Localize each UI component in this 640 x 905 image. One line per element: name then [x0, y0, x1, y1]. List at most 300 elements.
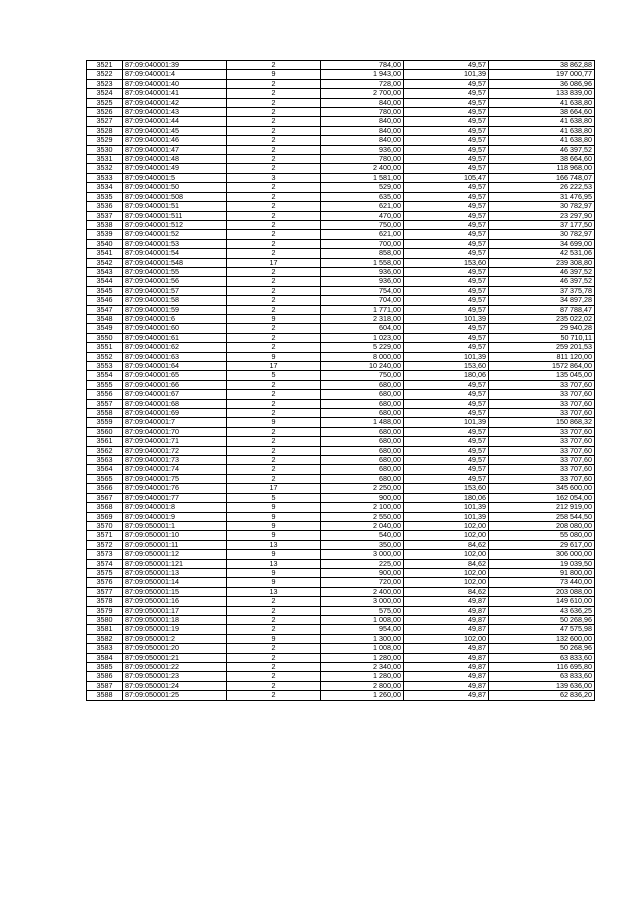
- area-value-cell: 1 008,00: [321, 615, 404, 624]
- table-row: [87, 362, 595, 371]
- cadastral-number-cell: 87:09:050001:24: [123, 681, 227, 690]
- cadastral-number-cell: 87:09:040001:58: [123, 296, 227, 305]
- cadastral-number-cell: 87:09:040001:47: [123, 145, 227, 154]
- row-number-cell: 3523: [87, 79, 123, 88]
- row-number-cell: 3554: [87, 371, 123, 380]
- total-value-cell: 50 710,11: [489, 333, 595, 342]
- cadastral-number-cell: 87:09:040001:64: [123, 362, 227, 371]
- total-value-cell: 41 638,80: [489, 98, 595, 107]
- table-row: [87, 61, 595, 70]
- total-value-cell: 46 397,52: [489, 145, 595, 154]
- cadastral-number-cell: 87:09:050001:11: [123, 540, 227, 549]
- group-code-cell: 2: [227, 277, 321, 286]
- group-code-cell: 13: [227, 540, 321, 549]
- group-code-cell: 2: [227, 267, 321, 276]
- group-code-cell: 2: [227, 155, 321, 164]
- group-code-cell: 2: [227, 183, 321, 192]
- area-value-cell: 780,00: [321, 108, 404, 117]
- total-value-cell: 811 120,00: [489, 352, 595, 361]
- cadastral-number-cell: 87:09:050001:20: [123, 644, 227, 653]
- cadastral-number-cell: 87:09:040001:70: [123, 427, 227, 436]
- cadastral-number-cell: 87:09:040001:512: [123, 220, 227, 229]
- total-value-cell: 29 940,28: [489, 324, 595, 333]
- group-code-cell: 13: [227, 587, 321, 596]
- group-code-cell: 2: [227, 211, 321, 220]
- row-number-cell: 3564: [87, 465, 123, 474]
- table-row: [87, 108, 595, 117]
- area-value-cell: 2 400,00: [321, 164, 404, 173]
- unit-rate-cell: 102,00: [404, 634, 489, 643]
- table-row: [87, 314, 595, 323]
- unit-rate-cell: 49,57: [404, 446, 489, 455]
- cadastral-number-cell: 87:09:040001:77: [123, 493, 227, 502]
- table-row: [87, 540, 595, 549]
- unit-rate-cell: 49,57: [404, 230, 489, 239]
- group-code-cell: 2: [227, 192, 321, 201]
- group-code-cell: 2: [227, 202, 321, 211]
- total-value-cell: 50 268,96: [489, 615, 595, 624]
- row-number-cell: 3587: [87, 681, 123, 690]
- cadastral-number-cell: 87:09:040001:74: [123, 465, 227, 474]
- group-code-cell: 9: [227, 314, 321, 323]
- table-row: [87, 663, 595, 672]
- area-value-cell: 680,00: [321, 446, 404, 455]
- cadastral-number-cell: 87:09:040001:511: [123, 211, 227, 220]
- cadastral-number-cell: 87:09:040001:57: [123, 286, 227, 295]
- group-code-cell: 2: [227, 409, 321, 418]
- unit-rate-cell: 153,60: [404, 484, 489, 493]
- cadastral-number-cell: 87:09:040001:8: [123, 503, 227, 512]
- total-value-cell: 345 600,00: [489, 484, 595, 493]
- cadastral-number-cell: 87:09:050001:23: [123, 672, 227, 681]
- total-value-cell: 30 782,97: [489, 230, 595, 239]
- total-value-cell: 235 022,02: [489, 314, 595, 323]
- group-code-cell: 2: [227, 164, 321, 173]
- row-number-cell: 3555: [87, 380, 123, 389]
- cadastral-number-cell: 87:09:050001:12: [123, 550, 227, 559]
- group-code-cell: 3: [227, 173, 321, 182]
- row-number-cell: 3545: [87, 286, 123, 295]
- unit-rate-cell: 49,57: [404, 286, 489, 295]
- unit-rate-cell: 49,57: [404, 126, 489, 135]
- table-row: [87, 333, 595, 342]
- area-value-cell: 2 250,00: [321, 484, 404, 493]
- table-row: [87, 267, 595, 276]
- group-code-cell: 2: [227, 249, 321, 258]
- area-value-cell: 680,00: [321, 427, 404, 436]
- cadastral-number-cell: 87:09:050001:10: [123, 531, 227, 540]
- area-value-cell: 1 943,00: [321, 70, 404, 79]
- unit-rate-cell: 49,87: [404, 663, 489, 672]
- area-value-cell: 1 023,00: [321, 333, 404, 342]
- area-value-cell: 680,00: [321, 437, 404, 446]
- area-value-cell: 680,00: [321, 456, 404, 465]
- unit-rate-cell: 49,87: [404, 672, 489, 681]
- row-number-cell: 3558: [87, 409, 123, 418]
- group-code-cell: 2: [227, 672, 321, 681]
- cadastral-number-cell: 87:09:040001:55: [123, 267, 227, 276]
- group-code-cell: 2: [227, 399, 321, 408]
- table-row: [87, 606, 595, 615]
- cadastral-number-cell: 87:09:050001:15: [123, 587, 227, 596]
- row-number-cell: 3580: [87, 615, 123, 624]
- total-value-cell: 33 707,60: [489, 437, 595, 446]
- area-value-cell: 1 280,00: [321, 653, 404, 662]
- table-row: [87, 437, 595, 446]
- table-row: [87, 390, 595, 399]
- cadastral-number-cell: 87:09:040001:69: [123, 409, 227, 418]
- area-value-cell: 529,00: [321, 183, 404, 192]
- table-row: [87, 634, 595, 643]
- group-code-cell: 2: [227, 61, 321, 70]
- cadastral-number-cell: 87:09:050001:18: [123, 615, 227, 624]
- area-value-cell: 784,00: [321, 61, 404, 70]
- total-value-cell: 306 000,00: [489, 550, 595, 559]
- total-value-cell: 36 086,96: [489, 79, 595, 88]
- cadastral-number-cell: 87:09:040001:548: [123, 258, 227, 267]
- table-row: [87, 277, 595, 286]
- table-row: [87, 380, 595, 389]
- table-row: [87, 249, 595, 258]
- row-number-cell: 3543: [87, 267, 123, 276]
- group-code-cell: 2: [227, 333, 321, 342]
- area-value-cell: 1 280,00: [321, 672, 404, 681]
- row-number-cell: 3562: [87, 446, 123, 455]
- group-code-cell: 17: [227, 258, 321, 267]
- total-value-cell: 73 440,00: [489, 578, 595, 587]
- total-value-cell: 37 177,50: [489, 220, 595, 229]
- row-number-cell: 3578: [87, 597, 123, 606]
- group-code-cell: 2: [227, 456, 321, 465]
- table-row: [87, 578, 595, 587]
- total-value-cell: 42 531,06: [489, 249, 595, 258]
- unit-rate-cell: 101,39: [404, 418, 489, 427]
- cadastral-number-cell: 87:09:050001:2: [123, 634, 227, 643]
- cadastral-number-cell: 87:09:040001:56: [123, 277, 227, 286]
- total-value-cell: 38 862,88: [489, 61, 595, 70]
- row-number-cell: 3550: [87, 333, 123, 342]
- cadastral-value-table: [86, 60, 595, 701]
- group-code-cell: 5: [227, 493, 321, 502]
- cadastral-number-cell: 87:09:040001:68: [123, 399, 227, 408]
- table-row: [87, 192, 595, 201]
- group-code-cell: 9: [227, 352, 321, 361]
- unit-rate-cell: 84,62: [404, 587, 489, 596]
- area-value-cell: 621,00: [321, 202, 404, 211]
- area-value-cell: 840,00: [321, 117, 404, 126]
- row-number-cell: 3547: [87, 305, 123, 314]
- row-number-cell: 3560: [87, 427, 123, 436]
- area-value-cell: 954,00: [321, 625, 404, 634]
- unit-rate-cell: 49,57: [404, 145, 489, 154]
- unit-rate-cell: 49,57: [404, 296, 489, 305]
- total-value-cell: 34 699,00: [489, 239, 595, 248]
- total-value-cell: 118 968,00: [489, 164, 595, 173]
- cadastral-number-cell: 87:09:040001:40: [123, 79, 227, 88]
- unit-rate-cell: 49,57: [404, 79, 489, 88]
- group-code-cell: 2: [227, 117, 321, 126]
- unit-rate-cell: 49,57: [404, 305, 489, 314]
- row-number-cell: 3581: [87, 625, 123, 634]
- area-value-cell: 700,00: [321, 239, 404, 248]
- group-code-cell: 9: [227, 418, 321, 427]
- total-value-cell: 34 897,28: [489, 296, 595, 305]
- table-row: [87, 230, 595, 239]
- area-value-cell: 704,00: [321, 296, 404, 305]
- row-number-cell: 3572: [87, 540, 123, 549]
- row-number-cell: 3585: [87, 663, 123, 672]
- area-value-cell: 604,00: [321, 324, 404, 333]
- unit-rate-cell: 49,57: [404, 437, 489, 446]
- total-value-cell: 62 836,20: [489, 691, 595, 700]
- unit-rate-cell: 49,87: [404, 681, 489, 690]
- group-code-cell: 2: [227, 324, 321, 333]
- total-value-cell: 38 664,60: [489, 155, 595, 164]
- row-number-cell: 3559: [87, 418, 123, 427]
- cadastral-number-cell: 87:09:040001:59: [123, 305, 227, 314]
- row-number-cell: 3549: [87, 324, 123, 333]
- unit-rate-cell: 101,39: [404, 70, 489, 79]
- cadastral-number-cell: 87:09:040001:63: [123, 352, 227, 361]
- unit-rate-cell: 49,57: [404, 239, 489, 248]
- area-value-cell: 2 400,00: [321, 587, 404, 596]
- table-row: [87, 409, 595, 418]
- table-row: [87, 587, 595, 596]
- area-value-cell: 728,00: [321, 79, 404, 88]
- unit-rate-cell: 49,57: [404, 427, 489, 436]
- row-number-cell: 3532: [87, 164, 123, 173]
- unit-rate-cell: 49,57: [404, 164, 489, 173]
- area-value-cell: 840,00: [321, 136, 404, 145]
- unit-rate-cell: 49,57: [404, 117, 489, 126]
- table-row: [87, 70, 595, 79]
- table-row: [87, 550, 595, 559]
- table-row: [87, 531, 595, 540]
- area-value-cell: 3 000,00: [321, 597, 404, 606]
- table-row: [87, 615, 595, 624]
- unit-rate-cell: 49,57: [404, 465, 489, 474]
- row-number-cell: 3565: [87, 474, 123, 483]
- area-value-cell: 470,00: [321, 211, 404, 220]
- cadastral-number-cell: 87:09:050001:16: [123, 597, 227, 606]
- row-number-cell: 3577: [87, 587, 123, 596]
- area-value-cell: 1 260,00: [321, 691, 404, 700]
- row-number-cell: 3544: [87, 277, 123, 286]
- area-value-cell: 2 340,00: [321, 663, 404, 672]
- row-number-cell: 3553: [87, 362, 123, 371]
- row-number-cell: 3534: [87, 183, 123, 192]
- row-number-cell: 3586: [87, 672, 123, 681]
- total-value-cell: 133 839,00: [489, 89, 595, 98]
- unit-rate-cell: 49,87: [404, 644, 489, 653]
- row-number-cell: 3529: [87, 136, 123, 145]
- cadastral-number-cell: 87:09:040001:42: [123, 98, 227, 107]
- total-value-cell: 41 638,80: [489, 136, 595, 145]
- unit-rate-cell: 49,87: [404, 691, 489, 700]
- group-code-cell: 2: [227, 305, 321, 314]
- area-value-cell: 5 229,00: [321, 343, 404, 352]
- area-value-cell: 720,00: [321, 578, 404, 587]
- unit-rate-cell: 49,57: [404, 136, 489, 145]
- group-code-cell: 2: [227, 465, 321, 474]
- total-value-cell: 33 707,60: [489, 465, 595, 474]
- cadastral-number-cell: 87:09:040001:53: [123, 239, 227, 248]
- area-value-cell: 10 240,00: [321, 362, 404, 371]
- area-value-cell: 900,00: [321, 493, 404, 502]
- total-value-cell: 33 707,60: [489, 427, 595, 436]
- group-code-cell: 2: [227, 108, 321, 117]
- total-value-cell: 50 268,96: [489, 644, 595, 653]
- group-code-cell: 2: [227, 427, 321, 436]
- area-value-cell: 680,00: [321, 474, 404, 483]
- total-value-cell: 33 707,60: [489, 380, 595, 389]
- cadastral-number-cell: 87:09:050001:17: [123, 606, 227, 615]
- area-value-cell: 900,00: [321, 568, 404, 577]
- unit-rate-cell: 49,57: [404, 390, 489, 399]
- total-value-cell: 139 636,00: [489, 681, 595, 690]
- area-value-cell: 754,00: [321, 286, 404, 295]
- table-row: [87, 559, 595, 568]
- total-value-cell: 19 039,50: [489, 559, 595, 568]
- group-code-cell: 9: [227, 70, 321, 79]
- row-number-cell: 3531: [87, 155, 123, 164]
- total-value-cell: 23 297,90: [489, 211, 595, 220]
- unit-rate-cell: 49,57: [404, 324, 489, 333]
- row-number-cell: 3576: [87, 578, 123, 587]
- table-row: [87, 258, 595, 267]
- table-row: [87, 164, 595, 173]
- unit-rate-cell: 49,57: [404, 220, 489, 229]
- group-code-cell: 2: [227, 663, 321, 672]
- group-code-cell: 2: [227, 390, 321, 399]
- area-value-cell: 2 100,00: [321, 503, 404, 512]
- unit-rate-cell: 49,87: [404, 625, 489, 634]
- group-code-cell: 9: [227, 550, 321, 559]
- unit-rate-cell: 49,87: [404, 653, 489, 662]
- unit-rate-cell: 49,87: [404, 597, 489, 606]
- row-number-cell: 3541: [87, 249, 123, 258]
- group-code-cell: 2: [227, 230, 321, 239]
- table-row: [87, 202, 595, 211]
- table-row: [87, 427, 595, 436]
- area-value-cell: 1 558,00: [321, 258, 404, 267]
- group-code-cell: 2: [227, 286, 321, 295]
- table-row: [87, 155, 595, 164]
- table-row: [87, 324, 595, 333]
- area-value-cell: 936,00: [321, 267, 404, 276]
- area-value-cell: 1 771,00: [321, 305, 404, 314]
- cadastral-number-cell: 87:09:040001:48: [123, 155, 227, 164]
- total-value-cell: 29 617,00: [489, 540, 595, 549]
- total-value-cell: 46 397,52: [489, 277, 595, 286]
- table-row: [87, 305, 595, 314]
- group-code-cell: 2: [227, 239, 321, 248]
- total-value-cell: 38 664,60: [489, 108, 595, 117]
- table-row: [87, 79, 595, 88]
- cadastral-number-cell: 87:09:040001:9: [123, 512, 227, 521]
- total-value-cell: 33 707,60: [489, 399, 595, 408]
- cadastral-number-cell: 87:09:040001:65: [123, 371, 227, 380]
- total-value-cell: 1572 864,00: [489, 362, 595, 371]
- group-code-cell: 2: [227, 691, 321, 700]
- row-number-cell: 3528: [87, 126, 123, 135]
- cadastral-number-cell: 87:09:040001:66: [123, 380, 227, 389]
- area-value-cell: 350,00: [321, 540, 404, 549]
- total-value-cell: 239 308,80: [489, 258, 595, 267]
- total-value-cell: 203 088,00: [489, 587, 595, 596]
- cadastral-number-cell: 87:09:050001:25: [123, 691, 227, 700]
- area-value-cell: 750,00: [321, 371, 404, 380]
- area-value-cell: 8 000,00: [321, 352, 404, 361]
- table-row: [87, 418, 595, 427]
- cadastral-number-cell: 87:09:040001:39: [123, 61, 227, 70]
- group-code-cell: 2: [227, 437, 321, 446]
- unit-rate-cell: 49,57: [404, 211, 489, 220]
- area-value-cell: 680,00: [321, 380, 404, 389]
- row-number-cell: 3567: [87, 493, 123, 502]
- unit-rate-cell: 84,62: [404, 559, 489, 568]
- cadastral-number-cell: 87:09:040001:45: [123, 126, 227, 135]
- group-code-cell: 2: [227, 98, 321, 107]
- area-value-cell: 635,00: [321, 192, 404, 201]
- total-value-cell: 33 707,60: [489, 456, 595, 465]
- unit-rate-cell: 153,60: [404, 258, 489, 267]
- table-row: [87, 503, 595, 512]
- total-value-cell: 33 707,60: [489, 474, 595, 483]
- area-value-cell: 858,00: [321, 249, 404, 258]
- row-number-cell: 3575: [87, 568, 123, 577]
- unit-rate-cell: 101,39: [404, 503, 489, 512]
- unit-rate-cell: 49,57: [404, 474, 489, 483]
- group-code-cell: 9: [227, 578, 321, 587]
- cadastral-number-cell: 87:09:040001:6: [123, 314, 227, 323]
- area-value-cell: 780,00: [321, 155, 404, 164]
- unit-rate-cell: 49,57: [404, 202, 489, 211]
- group-code-cell: 2: [227, 296, 321, 305]
- table-row: [87, 220, 595, 229]
- row-number-cell: 3574: [87, 559, 123, 568]
- group-code-cell: 2: [227, 446, 321, 455]
- table-row: [87, 568, 595, 577]
- group-code-cell: 9: [227, 634, 321, 643]
- group-code-cell: 2: [227, 145, 321, 154]
- table-row: [87, 493, 595, 502]
- unit-rate-cell: 49,57: [404, 108, 489, 117]
- cadastral-number-cell: 87:09:040001:49: [123, 164, 227, 173]
- table-body: [87, 61, 595, 701]
- table-row: [87, 126, 595, 135]
- unit-rate-cell: 49,57: [404, 380, 489, 389]
- table-row: [87, 484, 595, 493]
- unit-rate-cell: 101,39: [404, 314, 489, 323]
- table-row: [87, 343, 595, 352]
- area-value-cell: 680,00: [321, 409, 404, 418]
- row-number-cell: 3584: [87, 653, 123, 662]
- table-row: [87, 286, 595, 295]
- group-code-cell: 2: [227, 681, 321, 690]
- total-value-cell: 259 201,53: [489, 343, 595, 352]
- group-code-cell: 2: [227, 126, 321, 135]
- group-code-cell: 2: [227, 606, 321, 615]
- area-value-cell: 540,00: [321, 531, 404, 540]
- row-number-cell: 3570: [87, 521, 123, 530]
- cadastral-number-cell: 87:09:040001:46: [123, 136, 227, 145]
- total-value-cell: 166 748,07: [489, 173, 595, 182]
- row-number-cell: 3579: [87, 606, 123, 615]
- area-value-cell: 936,00: [321, 277, 404, 286]
- row-number-cell: 3530: [87, 145, 123, 154]
- group-code-cell: 2: [227, 644, 321, 653]
